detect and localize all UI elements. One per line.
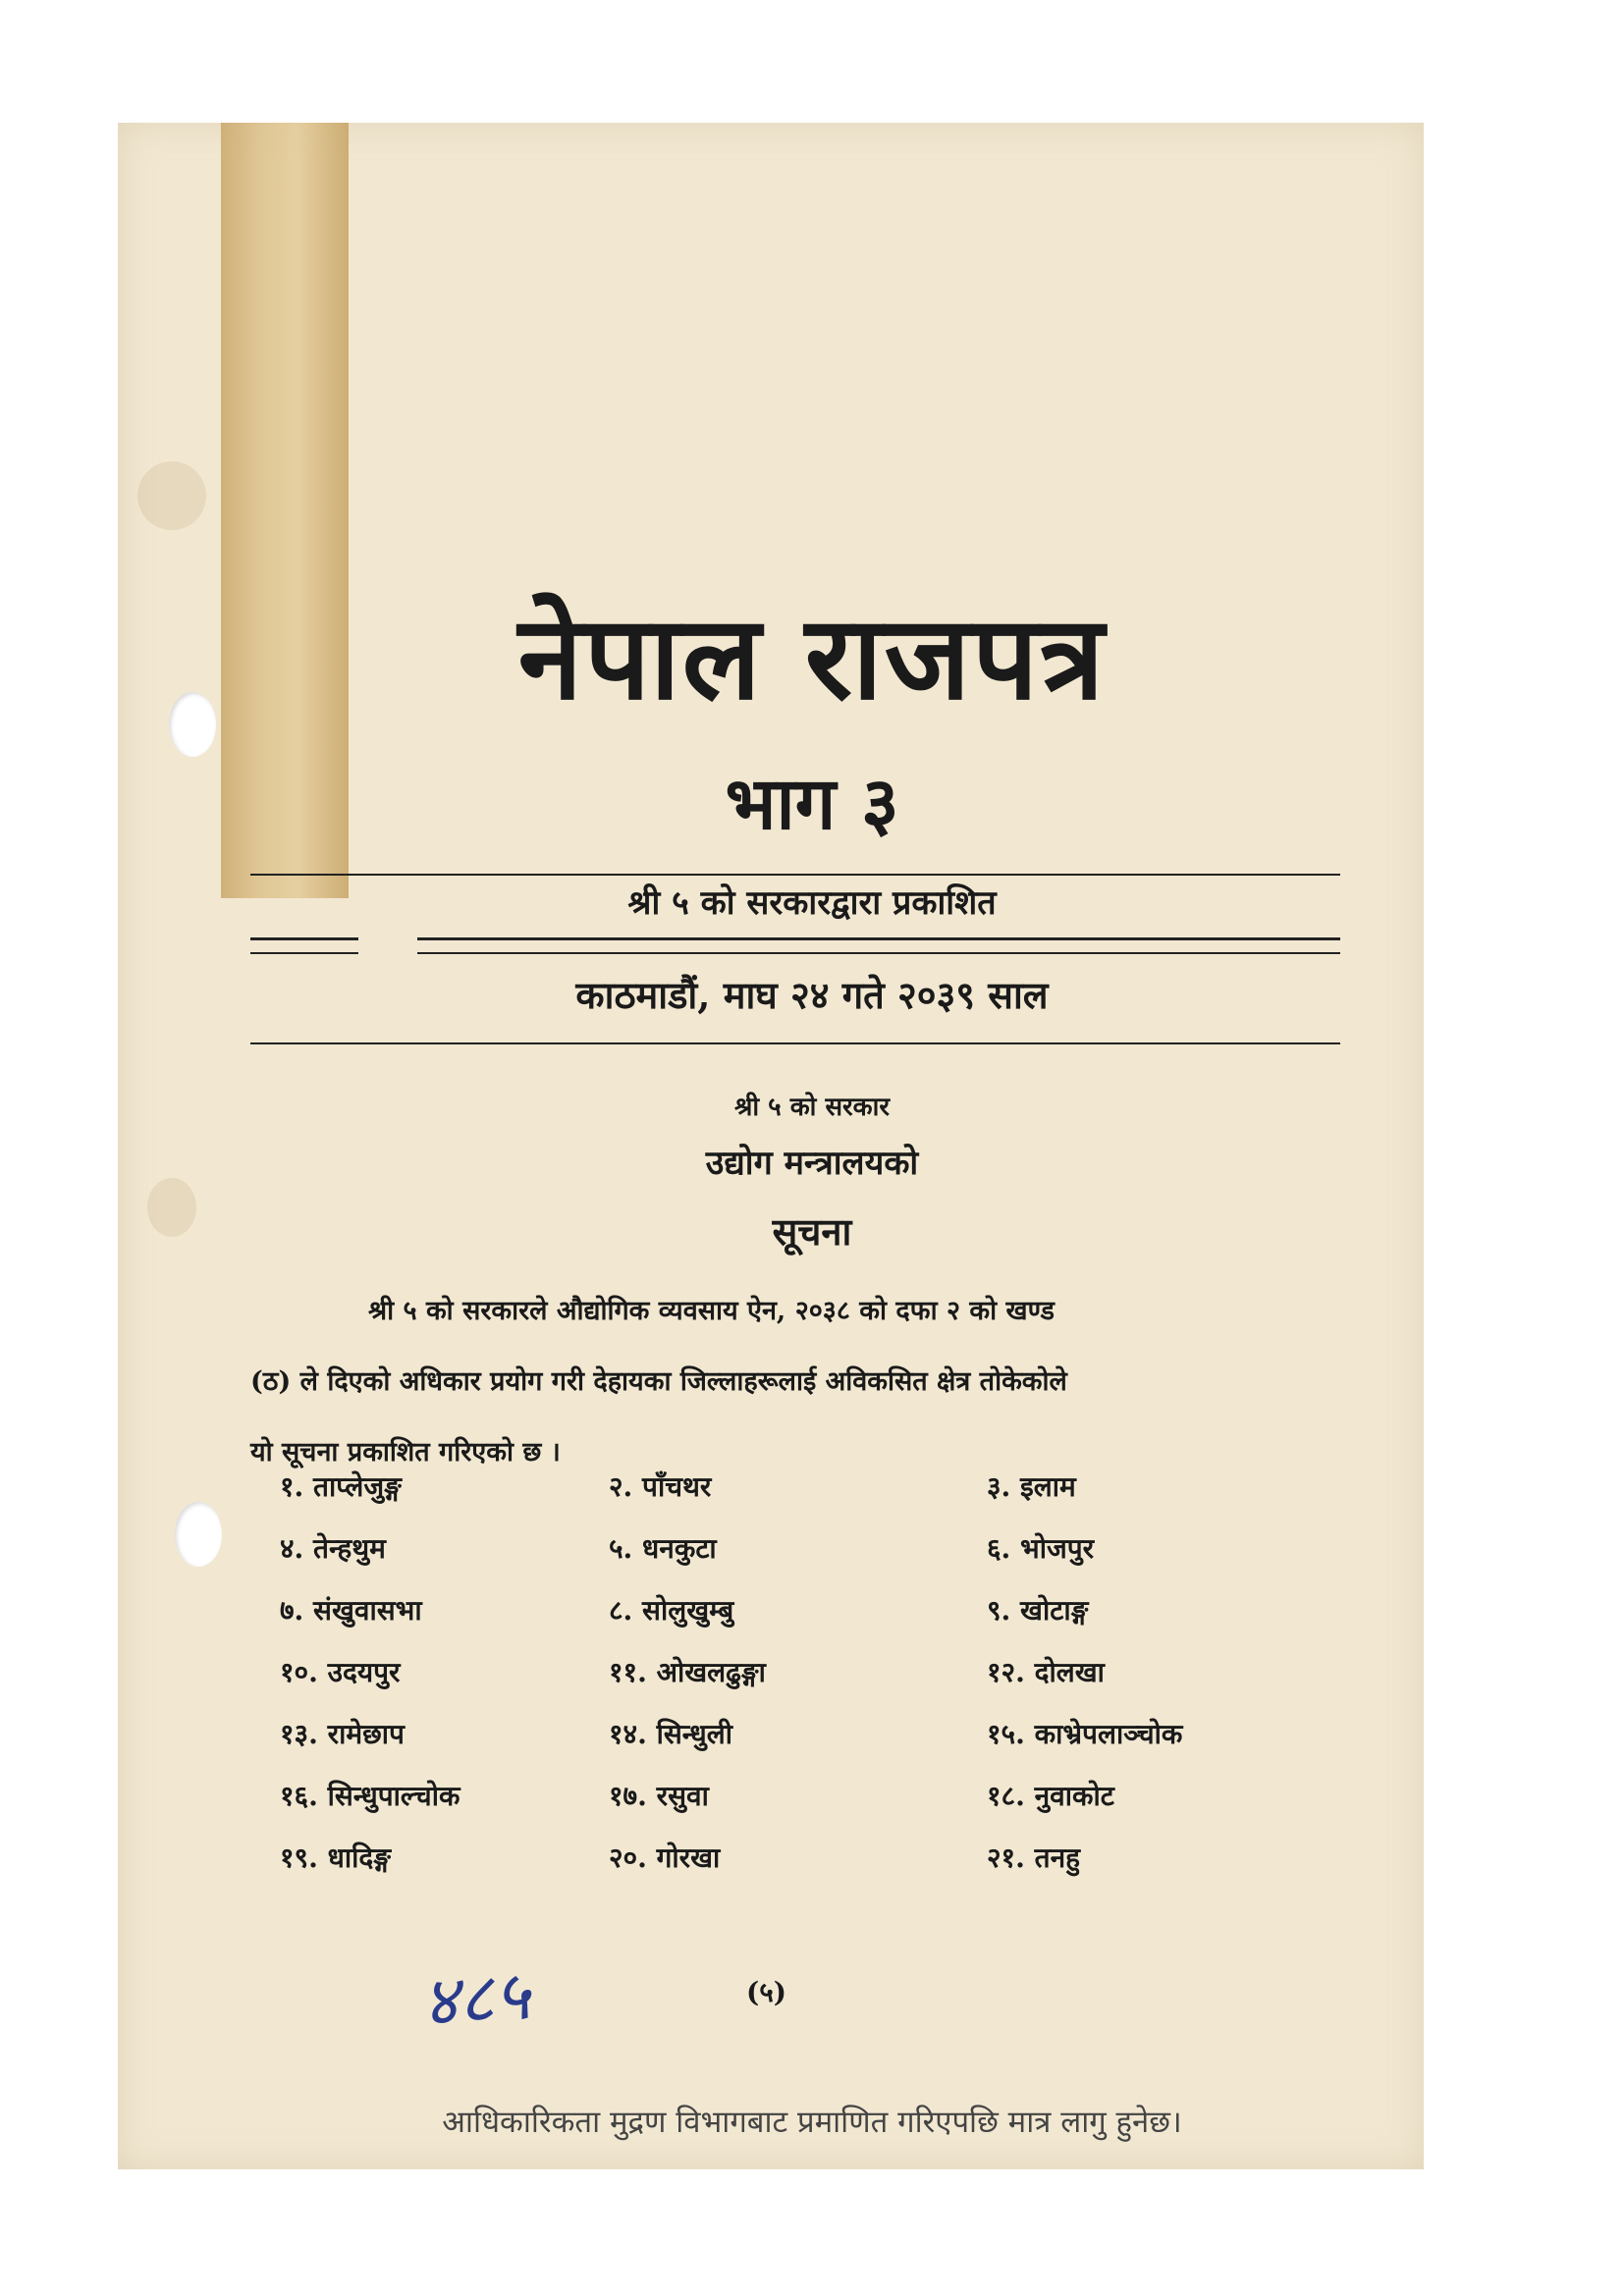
notice-line: (ठ) ले दिएको अधिकार प्रयोग गरी देहायका जिल्लाहरूलाई अविकसित क्षेत्र तोकेकोले bbox=[250, 1366, 1067, 1397]
district-item: २. पाँचथर bbox=[609, 1470, 712, 1503]
district-item: २१. तनहु bbox=[987, 1842, 1080, 1874]
divider-rule bbox=[250, 1042, 1340, 1044]
government-label: श्री ५ को सरकार bbox=[733, 1093, 891, 1122]
notice-body bbox=[250, 1276, 1330, 1488]
district-item: १८. नुवाकोट bbox=[987, 1780, 1114, 1812]
district-item: ७. संखुवासभा bbox=[280, 1594, 422, 1627]
district-row bbox=[280, 1591, 1360, 1653]
divider-rule bbox=[417, 937, 1340, 940]
divider-rule bbox=[250, 874, 1340, 876]
gazette-part: भाग ३ bbox=[725, 762, 899, 846]
district-item: ३. इलाम bbox=[987, 1470, 1076, 1503]
district-row bbox=[280, 1529, 1360, 1591]
divider-rule bbox=[250, 952, 358, 954]
district-row bbox=[280, 1777, 1360, 1839]
district-item: १५. काभ्रेपलाञ्चोक bbox=[987, 1718, 1183, 1750]
dateline: काठमाडौं, माघ २४ गते २०३९ साल bbox=[575, 973, 1049, 1017]
district-item: १९. धादिङ्ग bbox=[280, 1842, 391, 1874]
district-row bbox=[280, 1653, 1360, 1715]
district-item: ९. खोटाङ्ग bbox=[987, 1594, 1089, 1627]
notice-line: यो सूचना प्रकाशित गरिएको छ । bbox=[250, 1437, 561, 1468]
divider-rule bbox=[250, 937, 358, 940]
district-item: ११. ओखलढुङ्गा bbox=[609, 1656, 766, 1688]
authenticity-footer: आधिकारिकता मुद्रण विभागबाट प्रमाणित गरिएपछि मात्र लागु हुनेछ। bbox=[442, 2105, 1182, 2140]
district-list bbox=[280, 1468, 1360, 1900]
handwritten-page-number: ४८५ bbox=[419, 1954, 533, 2043]
district-item: ५. धनकुटा bbox=[609, 1532, 717, 1565]
district-item: ४. तेन्हथुम bbox=[280, 1532, 386, 1565]
gazette-title: नेपाल राजपत्र bbox=[517, 589, 1107, 725]
district-item: १०. उदयपुर bbox=[280, 1656, 401, 1688]
ministry-label: उद्योग मन्त्रालयको bbox=[705, 1144, 919, 1183]
district-item: २०. गोरखा bbox=[609, 1842, 721, 1874]
district-item: ६. भोजपुर bbox=[987, 1532, 1095, 1565]
notice-line: श्री ५ को सरकारले औद्योगिक व्यवसाय ऐन, २०३८ को दफा २ को खण्ड bbox=[368, 1296, 1055, 1326]
publisher-line: श्री ५ को सरकारद्वारा प्रकाशित bbox=[627, 883, 997, 923]
district-item: १४. सिन्धुली bbox=[609, 1718, 733, 1750]
district-item: ८. सोलुखुम्बु bbox=[609, 1594, 734, 1627]
punch-hole-bottom bbox=[175, 1502, 222, 1567]
district-row bbox=[280, 1468, 1360, 1529]
district-row bbox=[280, 1715, 1360, 1777]
district-item: १२. दोलखा bbox=[987, 1656, 1105, 1688]
district-item: १७. रसुवा bbox=[609, 1780, 709, 1812]
district-item: १. ताप्लेजुङ्ग bbox=[280, 1470, 402, 1503]
page-number: (५) bbox=[746, 1976, 787, 2008]
notice-heading: सूचना bbox=[772, 1209, 852, 1254]
divider-rule bbox=[417, 952, 1340, 954]
district-item: १३. रामेछाप bbox=[280, 1718, 405, 1750]
district-item: १६. सिन्धुपाल्चोक bbox=[280, 1780, 460, 1812]
paper-stain bbox=[137, 461, 206, 530]
district-row bbox=[280, 1839, 1360, 1900]
